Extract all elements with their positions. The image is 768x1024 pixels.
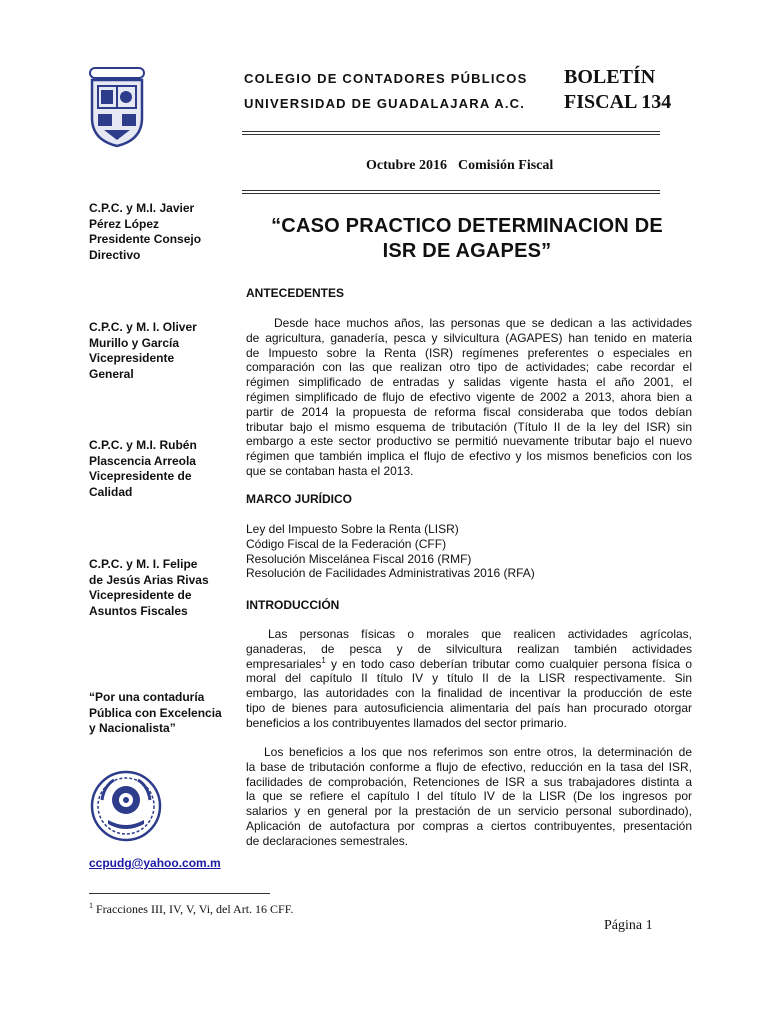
sidebar-person: [89, 438, 239, 500]
person-line: C.P.C. y M. I. Felipe: [89, 557, 198, 571]
person-line: General: [89, 366, 134, 381]
header-divider: [242, 134, 660, 135]
person-line: Asuntos Fiscales: [89, 603, 188, 618]
sidebar-person: [89, 320, 239, 382]
contact-email-link[interactable]: ccpudg@yahoo.com.m: [89, 856, 221, 870]
person-line: Calidad: [89, 484, 133, 499]
person-line: Vicepresidente: [89, 351, 175, 365]
list-item: Resolución Miscelánea Fiscal 2016 (RMF): [246, 551, 472, 566]
footnote: [89, 902, 293, 917]
paragraph-line: Aplicación de autofactura por compras a ciertos contribuyentes, presentación: [246, 818, 692, 833]
footnote-number: 1: [89, 901, 93, 910]
paragraph-antecedentes: [246, 316, 692, 479]
fiancp-seal-icon: [90, 770, 162, 842]
paragraph-introduccion-2: [246, 745, 692, 849]
paragraph-line: beneficios a los contribuyentes llamados del sector primario.: [246, 715, 567, 730]
section-heading-introduccion: INTRODUCCIÓN: [246, 598, 340, 612]
footnote-divider: [89, 893, 270, 894]
sidebar-person: [89, 557, 239, 619]
person-line: Vicepresidente de: [89, 469, 192, 483]
paragraph-line: tipo de bienes para autosuficiencia alimentaria del país han procurado otorgar: [246, 700, 692, 715]
sidebar-person: [89, 201, 239, 263]
paragraph-line: moral del capítulo II título IV y título II de la LISR respectivamente. Sin: [246, 671, 692, 686]
paragraph-line: [246, 657, 692, 672]
bulletin-label: BOLETÍN: [564, 66, 656, 88]
paragraph-line: salarios y en general por la prestación de un servicio personal subordinado),: [246, 804, 692, 819]
paragraph-fragment: y en todo caso deberían tributar como cualquier persona física o: [331, 656, 692, 671]
university-name: UNIVERSIDAD DE GUADALAJARA A.C.: [244, 96, 526, 111]
paragraph-line: Las personas físicas o morales que realicen actividades agrícolas,: [268, 627, 692, 641]
person-line: C.P.C. y M. I. Oliver: [89, 320, 197, 334]
bulletin-number: FISCAL 134: [564, 91, 672, 113]
person-line: Murillo y García: [89, 335, 180, 350]
header-divider: [242, 131, 660, 132]
paragraph-line: comparación con las que realizan otro tipo de actividades; cabe recordar el: [246, 360, 692, 375]
person-line: Pérez López: [89, 216, 160, 231]
list-item: Ley del Impuesto Sobre la Renta (LISR): [246, 522, 459, 536]
university-crest-icon: [86, 66, 148, 148]
paragraph-line: la que se refiere el capítulo I del título IV de la LISR (De los ingresos por: [246, 789, 692, 804]
paragraph-line: Desde hace muchos años, las personas que se dedican a las actividades: [274, 316, 692, 330]
person-line: C.P.C. y M.I. Javier: [89, 201, 195, 215]
paragraph-line: ganaderas, de pesca y de silvicultura realizan también actividades: [246, 641, 692, 656]
list-item: Código Fiscal de la Federación (CFF): [246, 536, 447, 551]
paragraph-line: de agricultura, ganadería, pesca y silvicultura (AGAPES) han tenido en materia: [246, 330, 692, 345]
person-line: Directivo: [89, 247, 141, 262]
motto-line: y Nacionalista”: [89, 721, 176, 735]
commission-name: Comisión Fiscal: [458, 158, 554, 173]
title-line: “CASO PRACTICO DETERMINACION DE: [271, 215, 663, 237]
paragraph-line: tributar bajo el mismo esquema de tributación (Título II de la ley del ISR) sin: [246, 419, 692, 434]
article-title: [244, 214, 690, 264]
paragraph-fragment: empresariales: [246, 656, 322, 671]
paragraph-line: de declaraciones semestrales.: [246, 833, 409, 848]
paragraph-line: que se contaban hasta el 2013.: [246, 463, 414, 478]
subheader-divider: [242, 190, 660, 191]
footnote-text: Fracciones III, IV, V, Vi, del Art. 16 CFF.: [96, 902, 294, 916]
person-line: Plascencia Arreola: [89, 453, 196, 468]
paragraph-line: partir de 2014 la propuesta de reforma fiscal consideraba que todos debían: [246, 404, 692, 419]
page-number: Página 1: [604, 918, 653, 933]
college-name: COLEGIO DE CONTADORES PÚBLICOS: [244, 71, 528, 86]
section-heading-antecedentes: ANTECEDENTES: [246, 286, 345, 300]
person-line: Presidente Consejo: [89, 232, 202, 246]
legal-framework-list: [246, 522, 535, 581]
person-line: de Jesús Arias Rivas: [89, 572, 209, 587]
paragraph-line: régimen simplificado de flujo de efectivo vigente de 2002 a 2013, ahora bien a: [246, 389, 692, 404]
subheader-divider: [242, 193, 660, 194]
paragraph-line: la base de tributación conforme a flujo de efectivo, reducción en la tasa del ISR,: [246, 759, 692, 774]
person-line: Vicepresidente de: [89, 588, 192, 602]
paragraph-introduccion-1: [246, 627, 692, 731]
title-line: ISR DE AGAPES”: [382, 240, 552, 262]
paragraph-line: embargo a este sector productivo se permitió nuevamente tributar bajo el nuevo: [246, 434, 692, 449]
footnote-reference: 1: [321, 655, 326, 665]
paragraph-line: facilidades de comprobación, Retenciones de ISR a sus trabajadores distinta a: [246, 774, 692, 789]
paragraph-line: régimen que también implica el flujo de efectivo y los mismos beneficios con los: [246, 449, 692, 464]
person-line: C.P.C. y M.I. Rubén: [89, 438, 197, 452]
issue-date: Octubre 2016: [366, 158, 448, 173]
motto-line: “Por una contaduría: [89, 690, 205, 704]
paragraph-line: Los beneficios a los que nos referimos son entre otros, la determinación de: [264, 745, 692, 759]
paragraph-line: embargo, las autoridades con la finalidad de incentivar la producción de este: [246, 686, 692, 701]
section-heading-marco-juridico: MARCO JURÍDICO: [246, 492, 353, 506]
paragraph-line: de Impuesto sobre la Renta (ISR) regímenes preferentes o especiales en: [246, 345, 692, 360]
list-item: Resolución de Facilidades Administrativas 2016 (RFA): [246, 566, 535, 581]
paragraph-line: régimen simplificado de entradas y salidas vigente hasta el año 2001, el: [246, 375, 692, 390]
sidebar-motto: [89, 690, 239, 737]
motto-line: Pública con Excelencia: [89, 705, 222, 720]
